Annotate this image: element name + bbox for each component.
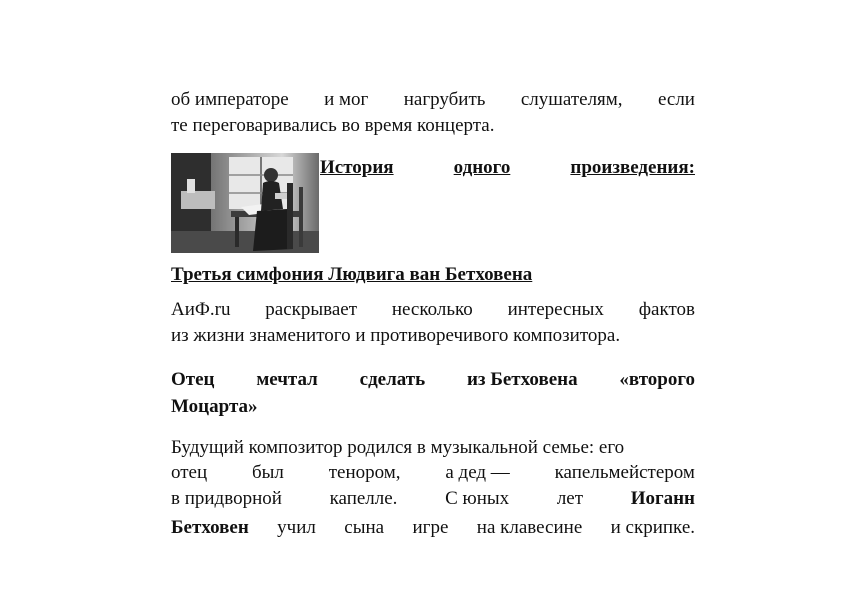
- text-run: из жизни знаменитого и противоречивого композитора.: [171, 325, 621, 346]
- word: нагрубить: [403, 89, 486, 110]
- paragraph-line: [171, 88, 695, 112]
- paragraph-line: [171, 324, 695, 348]
- word: и скрипке.: [610, 517, 695, 538]
- article-title: [171, 263, 695, 287]
- word: Бетховен: [171, 517, 249, 538]
- paragraph-line: [171, 114, 695, 138]
- word: несколько: [391, 299, 473, 320]
- section-heading: [320, 156, 695, 180]
- word: об императоре: [171, 89, 289, 110]
- photo-of-woman-reading-at-table-icon: [171, 153, 319, 253]
- paragraph-line: [171, 487, 695, 511]
- word: капелле.: [329, 488, 398, 509]
- word: тенором,: [328, 462, 401, 483]
- word: С юных: [445, 488, 510, 509]
- text-run: Моцарта»: [171, 396, 258, 417]
- word: учил: [277, 517, 316, 538]
- word: если: [657, 89, 695, 110]
- word: на клавесине: [476, 517, 583, 538]
- word: мечтал: [256, 369, 318, 390]
- word: слушателям,: [520, 89, 623, 110]
- word: одного: [453, 157, 511, 178]
- word: произведения:: [570, 157, 695, 178]
- word: лет: [556, 488, 584, 509]
- word: отец: [171, 462, 208, 483]
- word: был: [251, 462, 284, 483]
- word: в придворной: [171, 488, 282, 509]
- word: и мог: [324, 89, 369, 110]
- text-run: те переговаривались во время концерта.: [171, 115, 495, 136]
- word: раскрывает: [265, 299, 358, 320]
- word: Отец: [171, 369, 215, 390]
- word: из Бетховена: [466, 369, 578, 390]
- word: АиФ.ru: [171, 299, 231, 320]
- article-photo: [171, 153, 319, 253]
- word: а дед —: [445, 462, 510, 483]
- paragraph-line: [171, 461, 695, 485]
- word: интересных: [507, 299, 604, 320]
- word: «второго: [619, 369, 695, 390]
- word: фактов: [638, 299, 695, 320]
- subheading-line: [171, 368, 695, 392]
- text-run: Третья симфония Людвига ван Бетховена: [171, 264, 533, 285]
- word: сделать: [359, 369, 426, 390]
- word: капельмейстером: [554, 462, 695, 483]
- paragraph-line: [171, 298, 695, 322]
- paragraph-line: [171, 436, 695, 460]
- word: История: [320, 157, 394, 178]
- paragraph-line: [171, 516, 695, 540]
- word: Иоганн: [630, 488, 695, 509]
- subheading-line: [171, 395, 695, 419]
- word: сына: [344, 517, 385, 538]
- text-run: Будущий композитор родился в музыкальной семье: его: [171, 437, 625, 458]
- word: игре: [412, 517, 449, 538]
